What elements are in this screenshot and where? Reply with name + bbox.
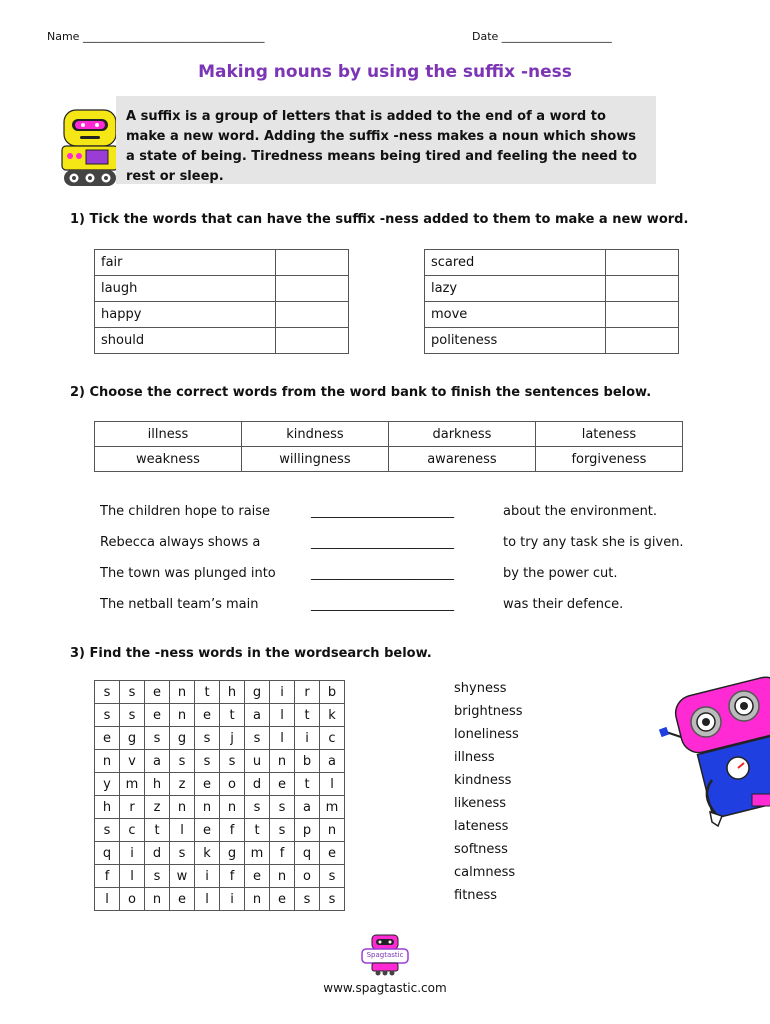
wordsearch-cell[interactable]: f [220, 819, 245, 842]
wordsearch-cell[interactable]: q [95, 842, 120, 865]
tick-word: fair [95, 250, 276, 276]
wordsearch-cell[interactable]: s [320, 888, 345, 911]
wordsearch-cell[interactable]: o [120, 888, 145, 911]
wordsearch-cell[interactable]: r [295, 681, 320, 704]
wordsearch-cell[interactable]: s [320, 865, 345, 888]
sentence-blank[interactable]: ______________________ [311, 504, 454, 519]
wordsearch-cell[interactable]: s [220, 750, 245, 773]
wordsearch-cell[interactable]: e [195, 773, 220, 796]
bank-word: awareness [388, 447, 535, 472]
tick-box[interactable] [606, 250, 679, 276]
date-label: Date ____________________ [472, 30, 612, 43]
table-row [95, 250, 349, 276]
wordsearch-cell[interactable]: y [95, 773, 120, 796]
wordsearch-cell[interactable]: s [145, 727, 170, 750]
wordsearch-cell[interactable]: e [195, 819, 220, 842]
yellow-robot-icon [58, 106, 122, 188]
wordsearch-cell[interactable]: n [170, 681, 195, 704]
wordsearch-cell[interactable]: n [245, 888, 270, 911]
intro-box [116, 96, 656, 184]
wordsearch-cell[interactable]: l [120, 865, 145, 888]
wordsearch-cell[interactable]: s [245, 727, 270, 750]
wordsearch-cell[interactable]: c [320, 727, 345, 750]
table-row [95, 422, 683, 447]
wordsearch-cell[interactable]: s [170, 842, 195, 865]
wordsearch-cell[interactable]: c [120, 819, 145, 842]
wordsearch-cell[interactable]: k [320, 704, 345, 727]
word-list-item: likeness [454, 796, 507, 811]
wordsearch-cell[interactable]: s [145, 865, 170, 888]
sentence-end: about the environment. [503, 504, 658, 519]
page-title: Making nouns by using the suffix -ness [198, 62, 572, 82]
wordsearch-cell[interactable]: s [195, 750, 220, 773]
wordsearch-cell[interactable]: l [270, 727, 295, 750]
word-list-item: lateness [454, 819, 509, 834]
sentence-start: The children hope to raise [100, 504, 271, 519]
question-3-label: 3) Find the -ness words in the wordsearch below. [70, 646, 432, 661]
word-list-item: shyness [454, 681, 507, 696]
tick-word: laugh [95, 276, 276, 302]
tick-box[interactable] [276, 328, 349, 354]
wordsearch-cell[interactable]: s [170, 750, 195, 773]
wordsearch-cell[interactable]: h [220, 681, 245, 704]
table-row [95, 447, 683, 472]
wordsearch-cell[interactable]: f [270, 842, 295, 865]
bank-word: darkness [388, 422, 535, 447]
wordsearch-cell[interactable]: f [95, 865, 120, 888]
tick-box[interactable] [276, 276, 349, 302]
wordsearch-cell[interactable]: t [145, 819, 170, 842]
wordsearch-cell[interactable]: a [295, 796, 320, 819]
table-row [95, 681, 345, 704]
wordsearch-cell[interactable]: e [195, 704, 220, 727]
wordsearch-cell[interactable]: o [295, 865, 320, 888]
sentence-blank[interactable]: ______________________ [311, 535, 454, 550]
wordsearch-cell[interactable]: l [195, 888, 220, 911]
sentence-start: The town was plunged into [100, 566, 276, 581]
wordsearch-cell[interactable]: f [220, 865, 245, 888]
wordsearch-cell[interactable]: m [245, 842, 270, 865]
tick-box[interactable] [276, 250, 349, 276]
word-list-item: brightness [454, 704, 523, 719]
wordsearch-cell[interactable]: e [320, 842, 345, 865]
wordsearch-cell[interactable]: t [295, 704, 320, 727]
wordsearch-cell[interactable]: e [245, 865, 270, 888]
sentence-start: Rebecca always shows a [100, 535, 261, 550]
wordsearch-cell[interactable]: g [220, 842, 245, 865]
wordsearch-cell[interactable]: i [295, 727, 320, 750]
wordsearch-cell[interactable]: g [245, 681, 270, 704]
table-row [95, 796, 345, 819]
wordsearch-cell[interactable]: v [120, 750, 145, 773]
wordsearch-cell[interactable]: t [195, 681, 220, 704]
wordsearch-cell[interactable]: e [145, 681, 170, 704]
wordsearch-cell[interactable]: i [120, 842, 145, 865]
wordsearch-cell[interactable]: s [95, 704, 120, 727]
table-row [95, 750, 345, 773]
wordsearch-cell[interactable]: k [195, 842, 220, 865]
tick-word: scared [425, 250, 606, 276]
word-list [454, 681, 523, 911]
wordsearch-cell[interactable]: m [320, 796, 345, 819]
wordsearch-cell[interactable]: e [145, 704, 170, 727]
table-row [425, 302, 679, 328]
wordsearch-cell[interactable]: e [170, 888, 195, 911]
wordsearch-cell[interactable]: s [270, 819, 295, 842]
wordsearch-cell[interactable]: a [145, 750, 170, 773]
wordsearch-cell[interactable]: d [245, 773, 270, 796]
table-row [95, 888, 345, 911]
table-row [95, 704, 345, 727]
tick-word: lazy [425, 276, 606, 302]
wordsearch-cell[interactable]: i [195, 865, 220, 888]
spagtastic-logo [360, 934, 410, 976]
wordsearch-cell[interactable]: r [120, 796, 145, 819]
wordsearch-cell[interactable]: b [295, 750, 320, 773]
tick-word: move [425, 302, 606, 328]
wordsearch-cell[interactable]: b [320, 681, 345, 704]
intro-text: A suffix is a group of letters that is added to the end of a word to make a new word. Adding the suffix -ness makes a noun which shows a state of being. Tiredness means being tired and feeling the need to rest or sleep. [126, 109, 638, 184]
sentence-blank[interactable]: ______________________ [311, 566, 454, 581]
table-row [95, 865, 345, 888]
word-list-item: fitness [454, 888, 498, 903]
tick-box[interactable] [606, 328, 679, 354]
wordsearch-cell[interactable]: t [220, 704, 245, 727]
wordsearch-cell[interactable]: n [145, 888, 170, 911]
wordsearch-cell[interactable]: u [245, 750, 270, 773]
name-label: Name _________________________________ [47, 30, 265, 43]
wordsearch-cell[interactable]: t [295, 773, 320, 796]
wordsearch-cell[interactable]: w [170, 865, 195, 888]
wordsearch-cell[interactable]: i [220, 888, 245, 911]
table-row [95, 302, 349, 328]
wordsearch-cell[interactable]: d [145, 842, 170, 865]
wordsearch-cell[interactable]: l [95, 888, 120, 911]
wordsearch-cell[interactable]: l [270, 704, 295, 727]
tick-word: happy [95, 302, 276, 328]
wordsearch-cell[interactable]: s [245, 796, 270, 819]
question-1-label: 1) Tick the words that can have the suffix -ness added to them to make a new word. [70, 212, 689, 227]
wordsearch-cell[interactable]: h [95, 796, 120, 819]
sentence-blank[interactable]: ______________________ [311, 597, 454, 612]
sentence-end: to try any task she is given. [503, 535, 684, 550]
word-bank [94, 421, 683, 472]
wordsearch-cell[interactable]: h [145, 773, 170, 796]
logo-text: Spagtastic [366, 951, 404, 959]
wordsearch-cell[interactable]: g [170, 727, 195, 750]
table-row [425, 250, 679, 276]
wordsearch-cell[interactable]: n [170, 796, 195, 819]
word-list-item: illness [454, 750, 495, 765]
wordsearch-cell[interactable]: q [295, 842, 320, 865]
wordsearch-cell[interactable]: o [220, 773, 245, 796]
wordsearch-cell[interactable]: s [195, 727, 220, 750]
wordsearch-cell[interactable]: l [170, 819, 195, 842]
wordsearch-cell[interactable]: a [245, 704, 270, 727]
bank-word: illness [95, 422, 242, 447]
wordsearch-cell[interactable]: s [120, 681, 145, 704]
tick-box[interactable] [606, 302, 679, 328]
wordsearch-cell[interactable]: t [245, 819, 270, 842]
table-row [95, 727, 345, 750]
question-2-label: 2) Choose the correct words from the word bank to finish the sentences below. [70, 385, 652, 400]
wordsearch-cell[interactable]: z [145, 796, 170, 819]
wordsearch-cell[interactable]: e [270, 773, 295, 796]
bank-word: lateness [535, 422, 682, 447]
table-row [425, 276, 679, 302]
wordsearch-cell[interactable]: n [270, 865, 295, 888]
wordsearch-cell[interactable]: z [170, 773, 195, 796]
table-row [95, 819, 345, 842]
wordsearch-cell[interactable]: i [270, 681, 295, 704]
wordsearch-cell[interactable]: n [270, 750, 295, 773]
wordsearch-cell[interactable]: n [220, 796, 245, 819]
table-row [95, 842, 345, 865]
wordsearch-cell[interactable]: e [95, 727, 120, 750]
wordsearch-cell[interactable]: n [95, 750, 120, 773]
sentence-end: was their defence. [503, 597, 624, 612]
sentence-start: The netball team’s main [100, 597, 259, 612]
table-row [95, 773, 345, 796]
word-list-item: softness [454, 842, 508, 857]
word-list-item: kindness [454, 773, 512, 788]
wordsearch-cell[interactable]: s [95, 819, 120, 842]
wordsearch-cell[interactable]: g [120, 727, 145, 750]
wordsearch-cell[interactable]: n [320, 819, 345, 842]
wordsearch-cell[interactable]: s [295, 888, 320, 911]
bank-word: kindness [241, 422, 388, 447]
wordsearch-cell[interactable]: s [95, 681, 120, 704]
tick-box[interactable] [606, 276, 679, 302]
table-row [425, 328, 679, 354]
tick-table-right [424, 249, 679, 354]
word-list-item: calmness [454, 865, 516, 880]
tick-box[interactable] [276, 302, 349, 328]
bank-word: forgiveness [535, 447, 682, 472]
sentence-end: by the power cut. [503, 566, 618, 581]
bank-word: willingness [241, 447, 388, 472]
table-row [95, 328, 349, 354]
wordsearch-cell[interactable]: e [270, 888, 295, 911]
wordsearch-cell[interactable]: l [320, 773, 345, 796]
wordsearch-cell[interactable]: p [295, 819, 320, 842]
wordsearch-cell[interactable]: m [120, 773, 145, 796]
wordsearch-cell[interactable]: n [195, 796, 220, 819]
wordsearch-cell[interactable]: n [170, 704, 195, 727]
wordsearch-cell[interactable]: a [320, 750, 345, 773]
wordsearch-cell[interactable]: s [120, 704, 145, 727]
footer-url[interactable]: www.spagtastic.com [323, 981, 447, 995]
word-list-item: loneliness [454, 727, 519, 742]
tick-table-left [94, 249, 349, 354]
wordsearch-cell[interactable]: j [220, 727, 245, 750]
tick-word: politeness [425, 328, 606, 354]
wordsearch-grid [94, 680, 345, 911]
wordsearch-cell[interactable]: s [270, 796, 295, 819]
bank-word: weakness [95, 447, 242, 472]
tick-word: should [95, 328, 276, 354]
table-row [95, 276, 349, 302]
pink-robot-icon [656, 676, 770, 836]
